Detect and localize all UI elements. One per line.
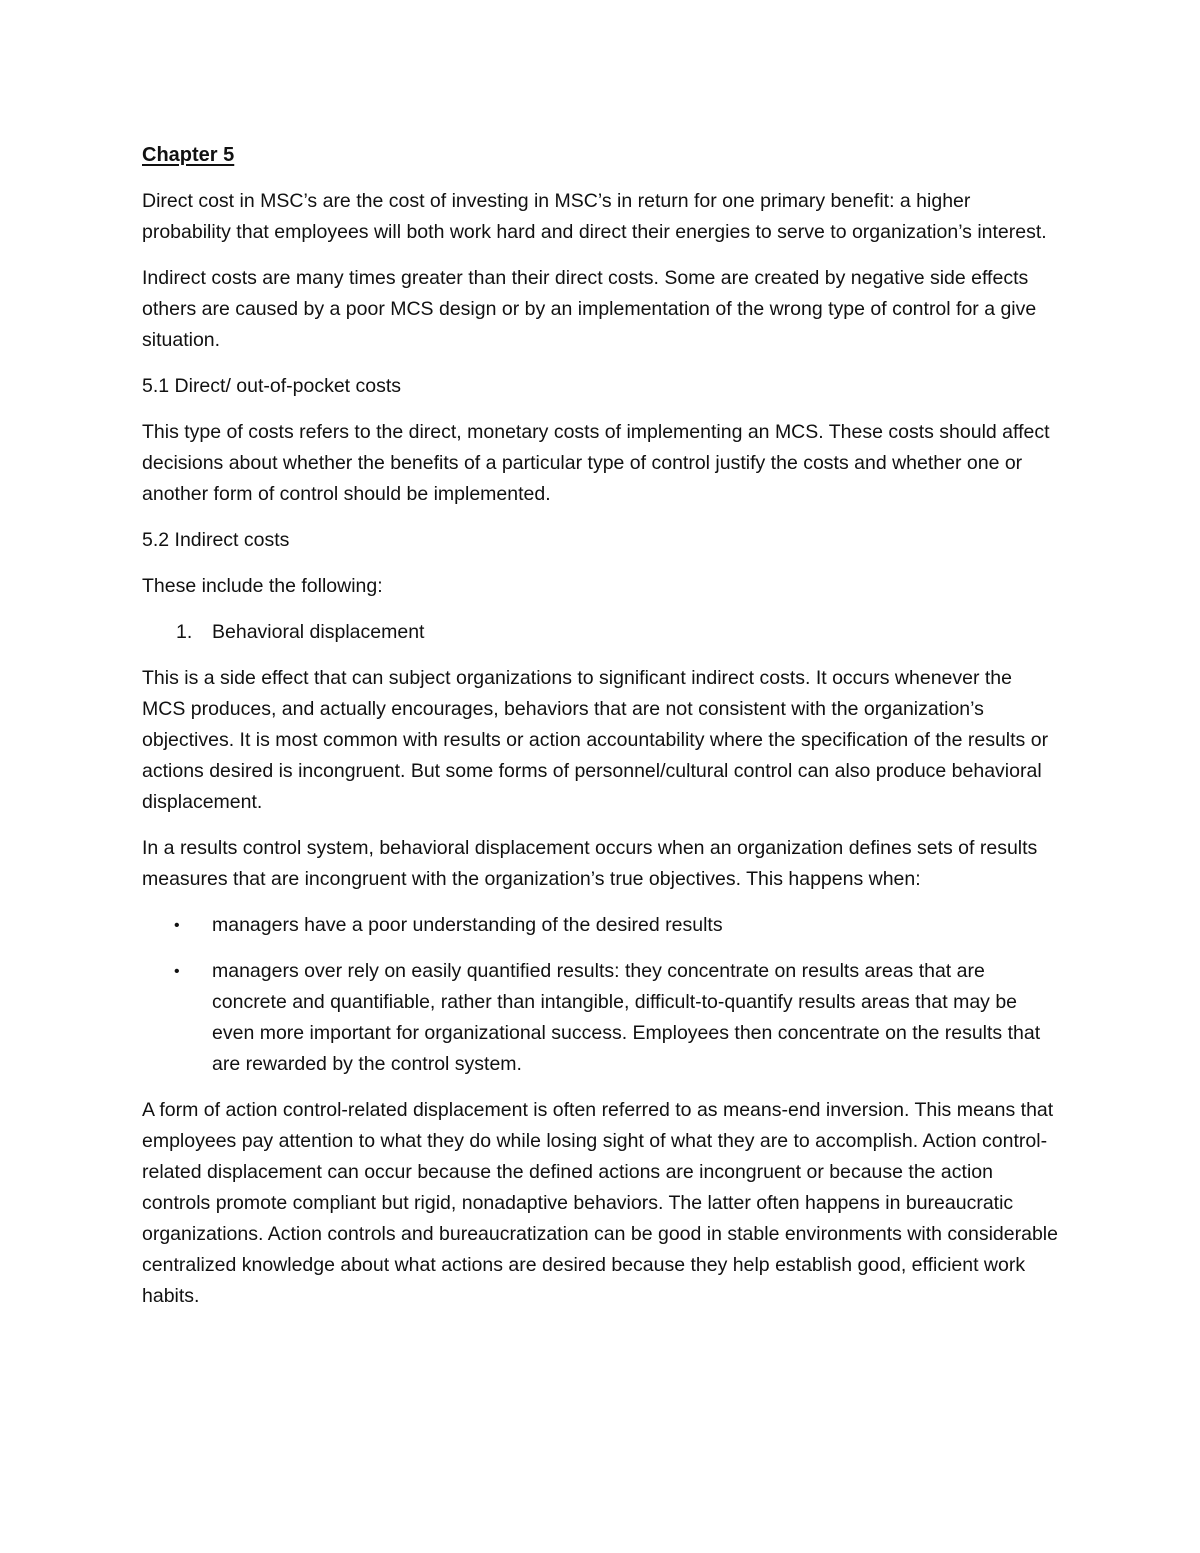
paragraph-direct-cost: Direct cost in MSC’s are the cost of investing in MSC’s in return for one primary benefit: a higher probability that employees will both work hard and direct their energies to serve to organization’s interest. [142,190,1047,243]
bullet-icon: • [174,963,180,980]
bullet-text: managers over rely on easily quantified results: they concentrate on results areas that are concrete and quantifiable, rather than intangible, difficult-to-quantify results areas that may be even more important for organizational success. Employees then concentrate on the results that are rewarded by the control system. [212,960,1041,1075]
paragraph-results-control: In a results control system, behavioral displacement occurs when an organization defines sets of results measures that are incongruent with the organization’s true objectives. This happens when: [142,837,1038,890]
paragraph-means-end: A form of action control-related displacement is often referred to as means-end inversion. This means that employees pay attention to what they do while losing sight of what they are to accomplish. Action control-related displacement can occur because the defined actions are incongruent or because the action controls promote compliant but rigid, nonadaptive behaviors. The latter often happens in bureaucratic organizations. Action controls and bureaucratization can be good in stable environments with considerable centralized knowledge about what actions are desired because they help establish good, efficient work habits. [142,1099,1058,1307]
list-item-text: Behavioral displacement [212,621,425,643]
bullet-list [142,910,1058,1080]
paragraph-indirect-cost: Indirect costs are many times greater than their direct costs. Some are created by negative side effects others are caused by a poor MCS design or by an implementation of the wrong type of control for a give situation. [142,267,1037,351]
numbered-list [142,617,1058,648]
list-number: 1. [176,621,193,643]
bullet-text: managers have a poor understanding of the desired results [212,914,723,936]
numbered-list-item [142,617,1058,648]
document-body [142,140,1058,1327]
paragraph-monetary-costs: This type of costs refers to the direct, monetary costs of implementing an MCS. These costs should affect decisions about whether the benefits of a particular type of control justify the costs and whether one or another form of control should be implemented. [142,421,1050,505]
bullet-item [142,956,1058,1080]
chapter-heading: Chapter 5 [142,144,235,166]
bullet-icon: • [174,917,180,934]
section-heading-5-1: 5.1 Direct/ out-of-pocket costs [142,375,402,397]
paragraph-side-effect: This is a side effect that can subject organizations to significant indirect costs. It occurs whenever the MCS produces, and actually encourages, behaviors that are not consistent with the organization’s objectives. It is most common with results or action accountability where the specification of the results or actions desired is incongruent. But some forms of personnel/cultural control can also produce behavioral displacement. [142,667,1049,813]
section-heading-5-2: 5.2 Indirect costs [142,529,290,551]
bullet-item [142,910,1058,941]
paragraph-includes: These include the following: [142,575,383,597]
